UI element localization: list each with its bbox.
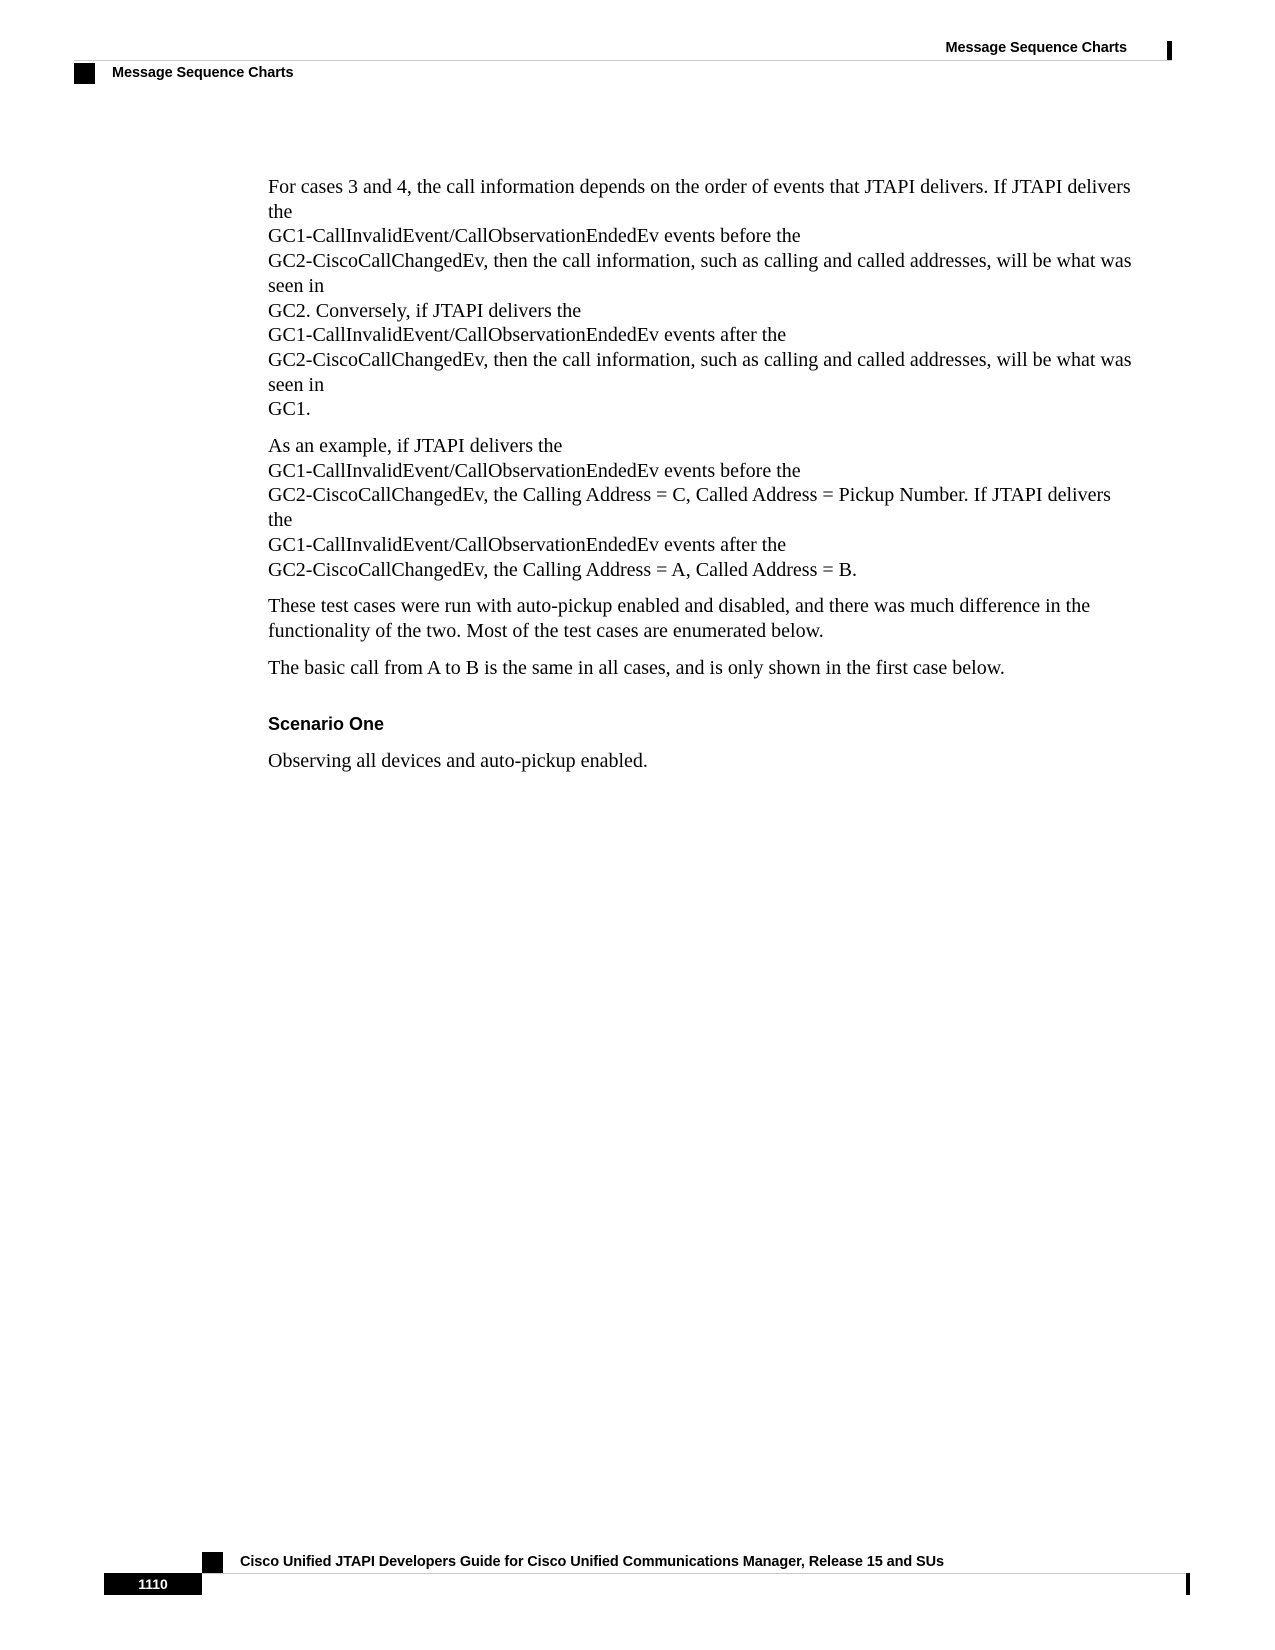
text-line: the bbox=[268, 509, 293, 532]
text-line: GC1-CallInvalidEvent/CallObservationEndedEv events after the bbox=[268, 533, 787, 556]
text-line: GC2-CiscoCallChangedEv, then the call information, such as calling and called addresses, will be what was bbox=[268, 250, 1132, 273]
text-line: seen in bbox=[268, 274, 325, 297]
footer-block bbox=[202, 1552, 223, 1573]
footer-right-bar bbox=[1186, 1573, 1190, 1595]
header-left-block bbox=[74, 63, 95, 84]
page-body bbox=[268, 175, 1173, 786]
header-rule bbox=[74, 60, 1172, 61]
footer-rule bbox=[202, 1573, 1189, 1574]
text-line: For cases 3 and 4, the call information depends on the order of events that JTAPI delivers. If JTAPI delivers bbox=[268, 176, 1131, 198]
paragraph-basic-call bbox=[268, 656, 1173, 681]
text-line: seen in bbox=[268, 373, 325, 396]
page-number: 1110 bbox=[104, 1573, 202, 1595]
text-line: GC1-CallInvalidEvent/CallObservationEndedEv events before the bbox=[268, 225, 801, 248]
text-line: The basic call from A to B is the same in all cases, and is only shown in the first case below. bbox=[268, 656, 1005, 679]
paragraph-test-cases bbox=[268, 594, 1173, 643]
text-line: the bbox=[268, 200, 293, 223]
text-line: functionality of the two. Most of the test cases are enumerated below. bbox=[268, 619, 824, 642]
running-header-left: Message Sequence Charts bbox=[112, 65, 294, 81]
footer-book-title: Cisco Unified JTAPI Developers Guide for Cisco Unified Communications Manager, Release 15 and SUs bbox=[240, 1554, 944, 1570]
text-line: These test cases were run with auto-pickup enabled and disabled, and there was much difference in the bbox=[268, 595, 1091, 618]
text-line: GC2-CiscoCallChangedEv, the Calling Address = A, Called Address = B. bbox=[268, 558, 857, 581]
text-line: Observing all devices and auto-pickup enabled. bbox=[268, 750, 648, 773]
text-line: GC1. bbox=[268, 398, 311, 421]
text-line: GC1-CallInvalidEvent/CallObservationEndedEv events before the bbox=[268, 459, 801, 482]
text-line: GC2-CiscoCallChangedEv, then the call information, such as calling and called addresses, will be what was bbox=[268, 348, 1132, 371]
header-right-bar bbox=[1167, 41, 1172, 61]
text-line: As an example, if JTAPI delivers the bbox=[268, 435, 563, 458]
paragraph-example bbox=[268, 434, 1173, 582]
text-line: GC2. Conversely, if JTAPI delivers the bbox=[268, 299, 582, 322]
text-line: GC2-CiscoCallChangedEv, the Calling Address = C, Called Address = Pickup Number. If JTAPI delivers bbox=[268, 484, 1111, 507]
text-line: GC1-CallInvalidEvent/CallObservationEndedEv events after the bbox=[268, 324, 787, 347]
paragraph-scenario-description bbox=[268, 749, 1173, 774]
section-heading: Scenario One bbox=[268, 714, 385, 735]
paragraph-call-info-order bbox=[268, 175, 1173, 422]
running-header-right: Message Sequence Charts bbox=[945, 40, 1127, 56]
